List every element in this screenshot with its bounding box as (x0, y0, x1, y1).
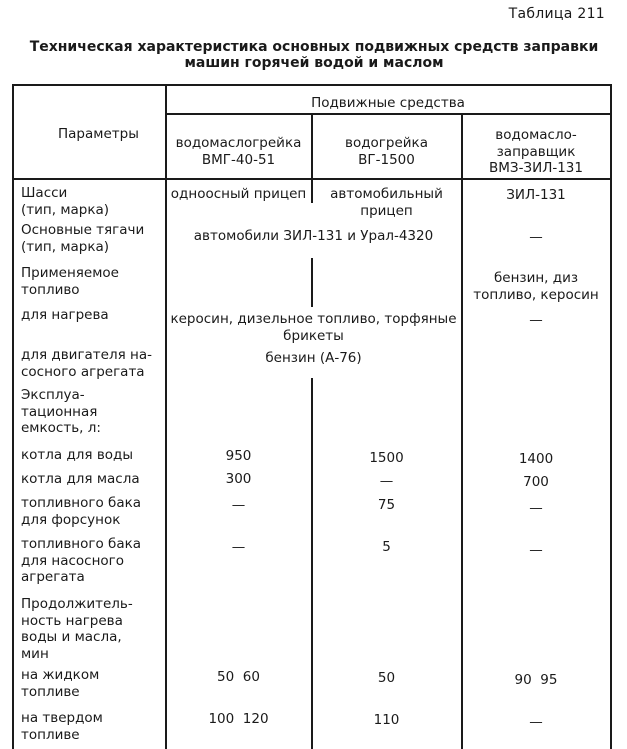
table-title-line-2: машин горячей водой и маслом (184, 55, 444, 71)
row-tractors-col3: — (529, 229, 543, 245)
col2-col3-divider (461, 113, 463, 749)
table-right-border (610, 84, 612, 749)
row-pump-tank-label: топливного бака для насосного агрегата (21, 536, 142, 585)
row-fuel-col3: бензин, диз топливо, керосин (473, 270, 599, 303)
row-pump-tank-col1: — (231, 539, 246, 555)
col1-col2-divider-lower (311, 258, 313, 307)
row-chassis-col3: ЗИЛ-131 (506, 187, 566, 203)
row-injector-tank-col3: — (529, 500, 543, 516)
row-liquid-fuel-label: на жидком топливе (21, 667, 100, 700)
table-left-border (12, 84, 14, 749)
row-liquid-fuel-col3: 90 95 (514, 672, 558, 688)
params-column-divider (165, 84, 167, 749)
table-top-border (12, 84, 612, 86)
row-duration-label: Продолжитель- ность нагрева воды и масла, мин (21, 596, 133, 662)
row-solid-fuel-label: на твердом топливе (21, 710, 103, 743)
group-header-divider (165, 113, 612, 115)
row-chassis-col1: одноосный прицеп (170, 186, 307, 202)
header-group: Подвижные средства (311, 95, 465, 111)
row-heating-col12: керосин, дизельное топливо, торфяные брикеты (170, 311, 457, 344)
row-water-boiler-col2: 1500 (369, 450, 404, 466)
header-col2: водогрейка ВГ-1500 (345, 135, 428, 168)
row-tractors-label: Основные тягачи (тип, марка) (21, 222, 145, 255)
row-heating-label: для нагрева (21, 307, 109, 323)
row-pump-tank-col2: 5 (382, 539, 391, 555)
row-water-boiler-label: котла для воды (21, 447, 134, 463)
row-engine-col12: бензин (А-76) (265, 350, 362, 366)
table-number: Таблица 211 (508, 6, 605, 22)
row-oil-boiler-col3: 700 (523, 474, 549, 490)
row-capacity-label: Эксплуа- тационная емкость, л: (21, 387, 101, 436)
row-chassis-col2: автомобильный прицеп (330, 186, 443, 219)
row-oil-boiler-col2: — (379, 473, 394, 489)
row-liquid-fuel-col2: 50 (377, 670, 396, 686)
row-liquid-fuel-col1: 50 60 (217, 669, 260, 685)
header-params: Параметры (58, 126, 139, 142)
row-tractors-col12: автомобили ЗИЛ-131 и Урал-4320 (193, 228, 434, 244)
row-heating-col3: — (529, 312, 543, 328)
row-solid-fuel-col3: — (529, 714, 543, 730)
row-fuel-label: Применяемое топливо (21, 265, 119, 298)
row-water-boiler-col3: 1400 (518, 451, 554, 467)
row-pump-tank-col3: — (529, 542, 543, 558)
row-chassis-label: Шасси (тип, марка) (21, 185, 110, 218)
header-col3: водомасло- заправщик ВМЗ-ЗИЛ-131 (489, 127, 583, 176)
row-injector-tank-col2: 75 (377, 497, 396, 513)
row-injector-tank-col1: — (231, 497, 246, 513)
table-title-line-1: Техническая характеристика основных подвижных средств заправки (29, 39, 599, 55)
row-engine-label: для двигателя на- сосного агрегата (21, 347, 152, 380)
row-water-boiler-col1: 950 (225, 448, 252, 464)
header-col1: водомаслогрейка ВМГ-40-51 (175, 135, 302, 168)
row-solid-fuel-col1: 100 120 (208, 711, 269, 727)
row-oil-boiler-col1: 300 (225, 471, 252, 487)
row-oil-boiler-label: котла для масла (21, 471, 140, 487)
row-injector-tank-label: топливного бака для форсунок (21, 495, 142, 528)
row-solid-fuel-col2: 110 (373, 712, 400, 728)
col1-col2-divider-bottom (311, 378, 313, 749)
